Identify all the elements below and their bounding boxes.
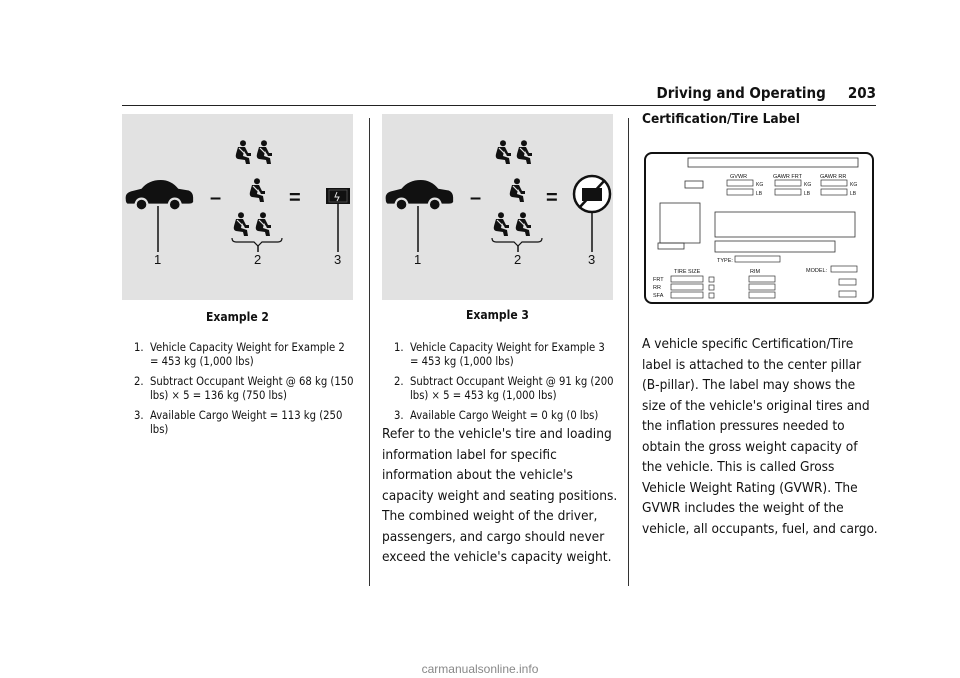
example-3-illustration: [382, 114, 613, 300]
section-title-header: Driving and Operating: [656, 84, 826, 102]
no-cargo-icon: [574, 176, 610, 212]
gawr-frt-kg: KG: [804, 182, 812, 188]
gawr-rr-kg: KG: [850, 182, 858, 188]
certification-tire-label-figure: [644, 152, 874, 304]
rr-label: RR: [653, 285, 661, 291]
example-3-figure: [382, 114, 613, 300]
equals-sign: =: [289, 187, 301, 209]
frt-label: FRT: [653, 277, 664, 283]
gawr-rr-lb: LB: [850, 191, 857, 197]
example-2-list: [134, 341, 356, 443]
equals-sign: =: [546, 187, 558, 209]
example-2-figure: [122, 114, 353, 300]
gvwr-lb: LB: [756, 191, 763, 197]
figure-label-3: 3: [588, 252, 596, 267]
figure-label-1: 1: [154, 252, 162, 267]
column-divider-2: [628, 118, 629, 586]
list-item: 2. Subtract Occupant Weight @ 68 kg (150 lbs) × 5 = 136 kg (750 lbs): [134, 375, 354, 402]
example-2-caption: Example 2: [206, 310, 269, 324]
gvwr-kg: KG: [756, 182, 764, 188]
example-2-illustration: [122, 114, 353, 300]
rim-label: RIM: [750, 269, 761, 275]
list-item: 1. Vehicle Capacity Weight for Example 2 = 453 kg (1,000 lbs): [134, 341, 345, 368]
gawr-frt-label: GAWR FRT: [773, 174, 803, 180]
minus-sign: –: [210, 187, 222, 209]
figure-label-2: 2: [254, 252, 262, 267]
certification-paragraph: A vehicle specific Certification/Tire label is attached to the center pillar (B-pillar). The label may shows the size of the vehicle's original tires and the inflation pressures needed to obtain the gross weight capacity of the vehicle. This is called Gross Vehicle Weight Rating (GVWR). The GVWR includes the weight of the vehicle, all occupants, fuel, and cargo.: [642, 336, 878, 537]
example-3-list: [394, 341, 616, 423]
figure-label-1: 1: [414, 252, 422, 267]
column-divider-1: [369, 118, 370, 586]
page-header: [122, 84, 876, 106]
type-label: TYPE:: [717, 258, 733, 264]
example-3-caption: Example 3: [466, 308, 529, 322]
list-item: 3. Available Cargo Weight = 0 kg (0 lbs): [394, 409, 599, 422]
list-item: 2. Subtract Occupant Weight @ 91 kg (200 lbs) × 5 = 453 kg (1,000 lbs): [394, 375, 614, 402]
gvwr-label: GVWR: [730, 174, 748, 180]
page-number: 203: [847, 84, 876, 102]
watermark: carmanualsonline.info: [421, 662, 539, 676]
gawr-rr-label: GAWR RR: [820, 174, 847, 180]
gawr-frt-lb: LB: [804, 191, 811, 197]
section-heading: Certification/Tire Label: [642, 111, 800, 127]
minus-sign: –: [470, 187, 482, 209]
tire-label-illustration: [644, 152, 874, 304]
capacity-paragraph: Refer to the vehicle's tire and loading information label for specific information about the vehicle's capacity weight and seating positions. The combined weight of the driver, passengers, and cargo should never exceed the vehicle's capacity weight.: [382, 426, 618, 565]
model-label: MODEL:: [806, 268, 828, 274]
figure-label-2: 2: [514, 252, 522, 267]
list-item: 3. Available Cargo Weight = 113 kg (250 lbs): [134, 409, 343, 436]
tire-size-label: TIRE SIZE: [674, 269, 701, 275]
figure-label-3: 3: [334, 252, 342, 267]
list-item: 1. Vehicle Capacity Weight for Example 3 = 453 kg (1,000 lbs): [394, 341, 605, 368]
sfa-label: SFA: [653, 293, 664, 299]
